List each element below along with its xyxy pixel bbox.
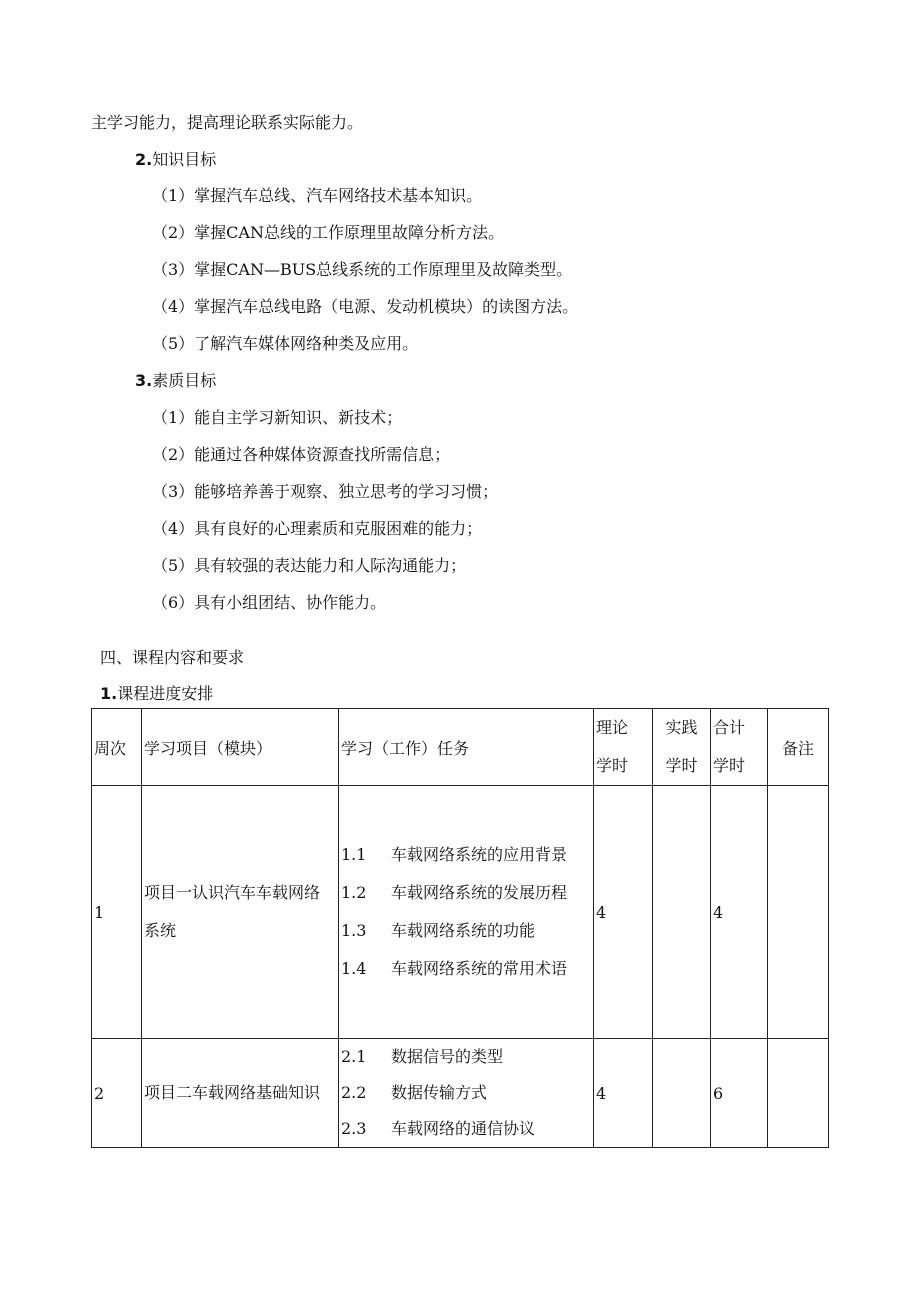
cell-project (142, 1039, 339, 1148)
project-line1: 项目一认识汽车车载网络 (144, 883, 321, 902)
header-total-line2: 学时 (713, 756, 746, 775)
task-number: 2.2 (341, 1083, 367, 1102)
knowledge-item: （5）了解汽车媒体网络种类及应用。 (152, 334, 419, 353)
schedule-table (91, 708, 829, 1148)
cell-week: 1 (92, 786, 142, 1039)
task-item (341, 912, 591, 950)
task-text: 数据信号的类型 (391, 1047, 504, 1066)
cell-tasks (339, 786, 594, 1039)
quality-item: （2）能通过各种媒体资源查找所需信息； (152, 445, 451, 464)
task-item (341, 950, 591, 988)
task-item (341, 874, 591, 912)
quality-item: （5）具有较强的表达能力和人际沟通能力； (152, 556, 467, 575)
task-text: 车载网络系统的发展历程 (391, 883, 568, 902)
task-number: 1.1 (341, 845, 367, 864)
knowledge-item: （4）掌握汽车总线电路（电源、发动机模块）的读图方法。 (152, 297, 579, 316)
header-practice-line1: 实践 (665, 718, 698, 737)
task-number: 2.1 (341, 1047, 367, 1066)
task-item (341, 1075, 591, 1111)
cell-project (142, 786, 339, 1039)
cell-total-hours: 6 (711, 1039, 768, 1148)
project-line1: 项目二车载网络基础知识 (144, 1083, 321, 1102)
table-row (92, 786, 829, 1039)
cell-theory-hours: 4 (594, 786, 653, 1039)
header-practice-hours (653, 709, 711, 786)
header-total-line1: 合计 (713, 718, 746, 737)
schedule-heading (100, 684, 213, 704)
cell-tasks (339, 1039, 594, 1148)
schedule-heading-text: 课程进度安排 (117, 684, 214, 703)
header-total-hours (711, 709, 768, 786)
intro-line: 主学习能力，提高理论联系实际能力。 (91, 113, 364, 132)
task-number: 1.4 (341, 959, 367, 978)
task-text: 车载网络系统的功能 (391, 921, 536, 940)
header-theory-hours (594, 709, 653, 786)
task-number: 1.2 (341, 883, 367, 902)
knowledge-heading (135, 150, 216, 170)
cell-practice-hours (653, 786, 711, 1039)
header-practice-line2: 学时 (665, 756, 698, 775)
quality-heading-number: 3. (135, 371, 153, 390)
cell-theory-hours: 4 (594, 1039, 653, 1148)
task-item (341, 1111, 591, 1147)
quality-item: （4）具有良好的心理素质和克服困难的能力； (152, 519, 483, 538)
header-project: 学习项目（模块） (142, 709, 339, 786)
cell-total-hours: 4 (711, 786, 768, 1039)
header-week: 周次 (92, 709, 142, 786)
quality-item: （1）能自主学习新知识、新技术； (152, 408, 403, 427)
header-notes: 备注 (768, 709, 829, 786)
task-text: 车载网络系统的常用术语 (391, 959, 568, 978)
quality-heading (135, 371, 216, 391)
task-text: 车载网络系统的应用背景 (391, 845, 568, 864)
table-header-row (92, 709, 829, 786)
header-theory-line1: 理论 (596, 718, 629, 737)
cell-week: 2 (92, 1039, 142, 1148)
task-number: 1.3 (341, 921, 367, 940)
quality-item: （3）能够培养善于观察、独立思考的学习习惯； (152, 482, 499, 501)
knowledge-item: （1）掌握汽车总线、汽车网络技术基本知识。 (152, 186, 483, 205)
cell-practice-hours (653, 1039, 711, 1148)
header-task: 学习（工作）任务 (339, 709, 594, 786)
quality-heading-text: 素质目标 (152, 371, 217, 390)
quality-item: （6）具有小组团结、协作能力。 (152, 593, 387, 612)
schedule-heading-number: 1. (100, 684, 118, 703)
knowledge-heading-text: 知识目标 (152, 150, 217, 169)
header-theory-line2: 学时 (596, 756, 629, 775)
task-number: 2.3 (341, 1119, 367, 1138)
task-item (341, 1039, 591, 1075)
table-row (92, 1039, 829, 1148)
knowledge-item: （3）掌握CAN—BUS总线系统的工作原理里及故障类型。 (152, 260, 573, 279)
project-line2: 系统 (144, 921, 177, 940)
task-text: 车载网络的通信协议 (391, 1119, 536, 1138)
task-item (341, 836, 591, 874)
cell-notes (768, 786, 829, 1039)
section-four-heading: 四、课程内容和要求 (100, 648, 245, 667)
cell-notes (768, 1039, 829, 1148)
task-text: 数据传输方式 (391, 1083, 488, 1102)
knowledge-heading-number: 2. (135, 150, 153, 169)
knowledge-item: （2）掌握CAN总线的工作原理里故障分析方法。 (152, 223, 504, 242)
